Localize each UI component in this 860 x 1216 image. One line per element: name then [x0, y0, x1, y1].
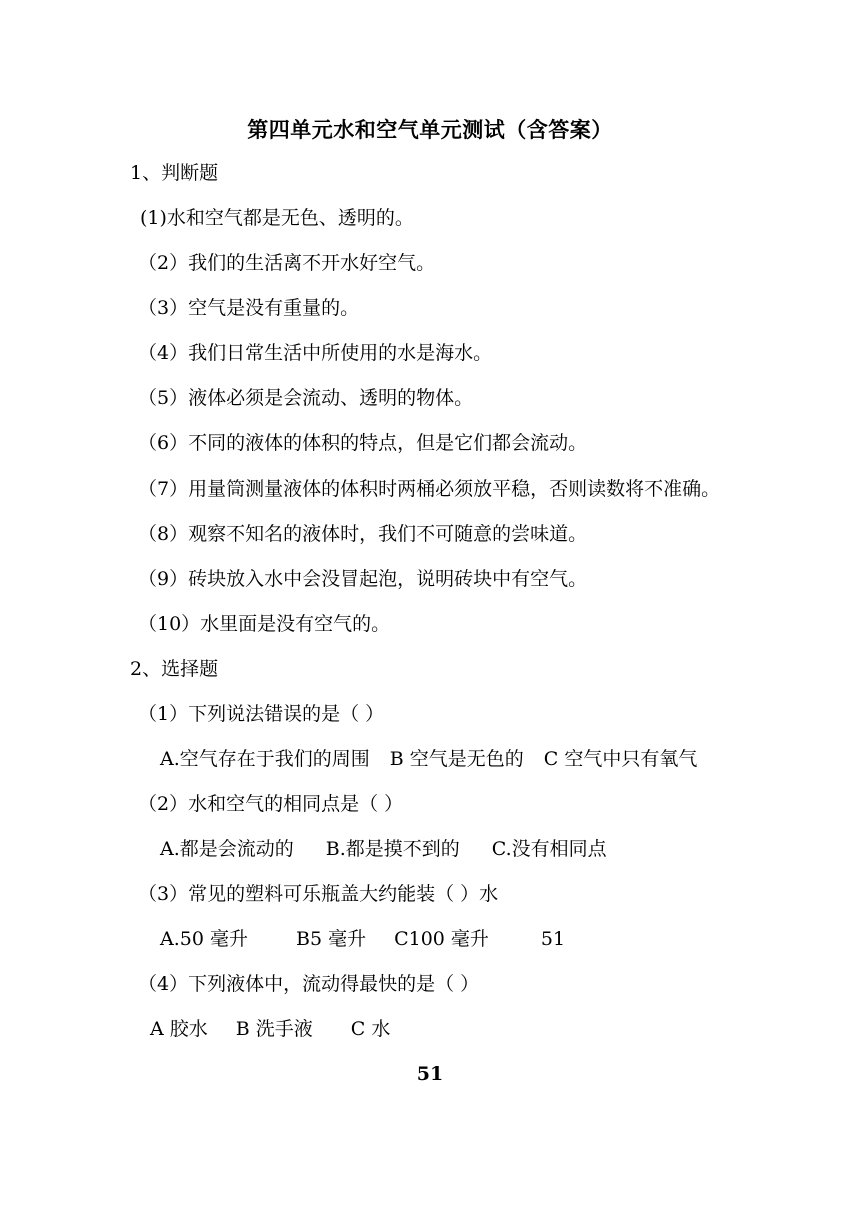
choice-options-1: [160, 746, 697, 772]
section-heading-choice: 2、选择题: [130, 658, 219, 680]
option-b: B.都是摸不到的: [325, 838, 460, 860]
document-title: 第四单元水和空气单元测试（含答案）: [247, 117, 613, 142]
option-a: A.50 毫升: [160, 928, 248, 950]
judge-item-7: （7）用量筒测量液体的体积时两桶必须放平稳，否则读数将不准确。: [138, 478, 721, 500]
judge-item-2: （2）我们的生活离不开水好空气。: [138, 252, 436, 274]
option-c: C100 毫升: [394, 928, 489, 950]
option-b: B 空气是无色的: [389, 748, 524, 770]
judge-item-8: （8）观察不知名的液体时，我们不可随意的尝味道。: [138, 523, 588, 545]
judge-item-10: （10）水里面是没有空气的。: [138, 613, 391, 635]
judge-item-5: （5）液体必须是会流动、透明的物体。: [138, 387, 474, 409]
judge-item-9: （9）砖块放入水中会没冒起泡，说明砖块中有空气。: [138, 568, 588, 590]
choice-question-3: （3）常见的塑料可乐瓶盖大约能装（ ）水: [138, 883, 499, 905]
judge-item-6: （6）不同的液体的体积的特点，但是它们都会流动。: [138, 432, 588, 454]
choice-options-4: [150, 1016, 390, 1042]
judge-item-1: (1)水和空气都是无色、透明的。: [140, 207, 414, 229]
option-c: C 空气中只有氧气: [543, 748, 698, 770]
choice-question-4: （4）下列液体中，流动得最快的是（ ）: [138, 973, 480, 995]
choice-question-1: （1）下列说法错误的是（ ）: [138, 703, 385, 725]
judge-item-3: （3）空气是没有重量的。: [138, 297, 360, 319]
choice-question-2: （2）水和空气的相同点是（ ）: [138, 793, 404, 815]
option-b: B 洗手液: [235, 1018, 313, 1040]
option-c: C 水: [350, 1018, 391, 1040]
choice-options-2: [160, 836, 607, 862]
option-c: C.没有相同点: [491, 838, 607, 860]
option-a: A.都是会流动的: [160, 838, 294, 860]
choice-options-3: [160, 926, 565, 952]
option-a: A.空气存在于我们的周围: [160, 748, 370, 770]
option-extra: 51: [540, 928, 566, 950]
section-heading-judge: 1、判断题: [130, 162, 219, 184]
option-b: B5 毫升: [295, 928, 367, 950]
judge-item-4: （4）我们日常生活中所使用的水是海水。: [138, 342, 493, 364]
option-a: A 胶水: [150, 1018, 208, 1040]
page-number: 51: [416, 1063, 444, 1085]
